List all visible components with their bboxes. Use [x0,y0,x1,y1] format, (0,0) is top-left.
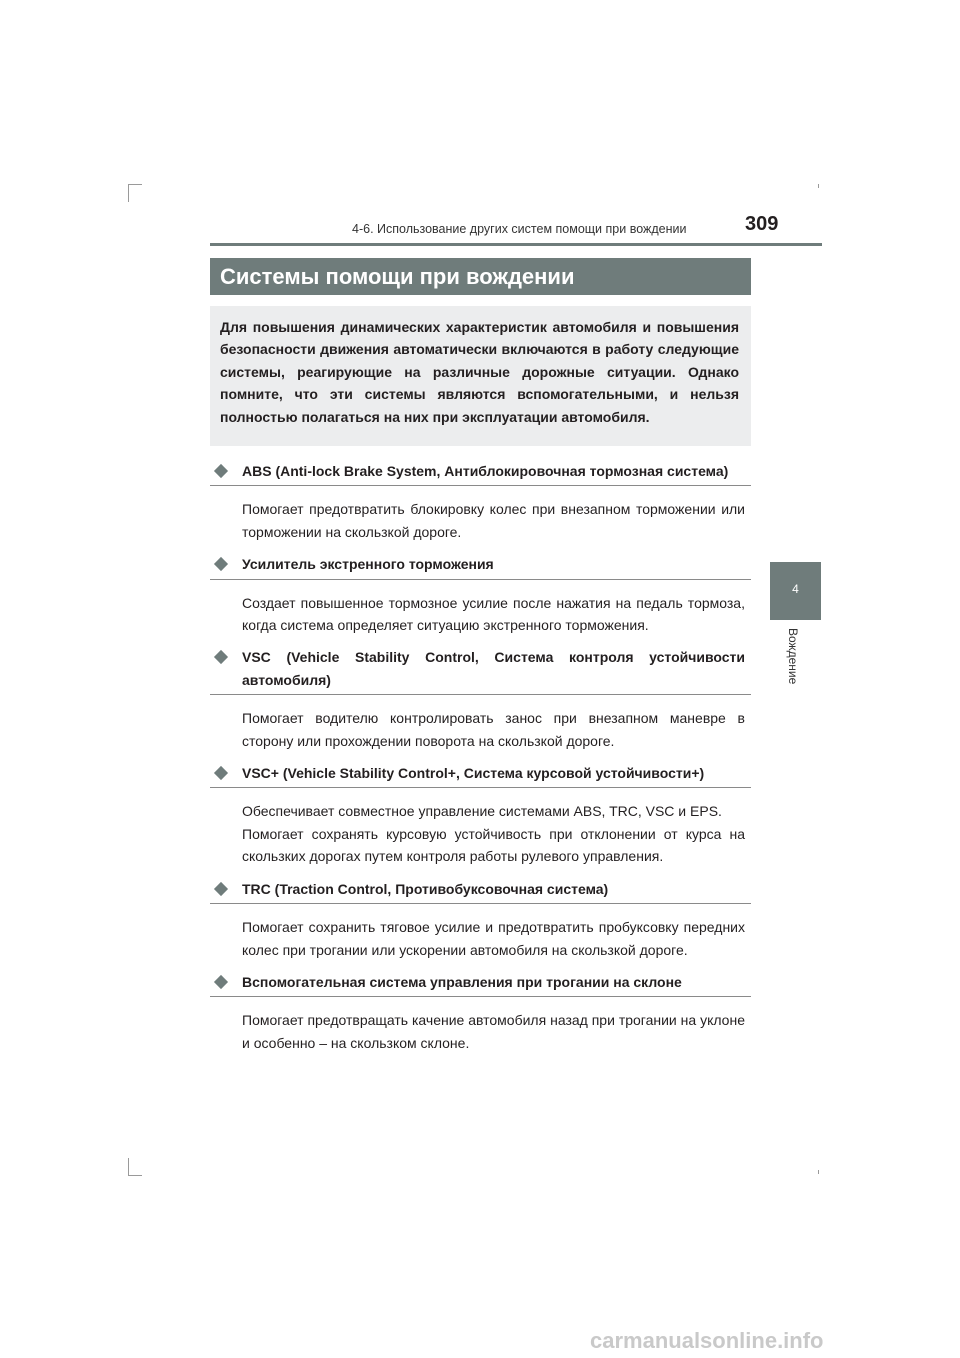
crop-mark-bottom-left-horizontal [128,1175,142,1176]
section-body [242,800,745,867]
section-heading [210,971,751,997]
page-title: Системы помощи при вождении [210,258,751,295]
section-vsc [210,646,751,752]
intro-box [210,306,751,446]
section-body [242,916,745,961]
diamond-bullet-icon [210,971,232,993]
side-tab-number: 4 [792,582,799,596]
section-heading [210,762,751,788]
section-body [242,592,745,637]
chapter-side-tab [770,562,821,620]
section-title: Усилитель экстренного торможения [242,556,494,573]
section-paragraph: Помогает предотвращать качение автомобиля назад при трогании на уклоне и особенно – на скользком склоне. [242,1012,745,1051]
header-rule [210,243,822,246]
side-tab-label: Вождение [786,628,800,685]
section-body [242,707,745,752]
section-abs [210,460,751,543]
section-title: Вспомогательная система управления при трогании на склоне [242,973,682,990]
crop-mark-bottom-right [818,1170,819,1174]
section-hill-start-assist [210,971,751,1054]
chapter-header: 4-6. Использование других систем помощи при вождении [352,222,687,236]
section-body [242,1009,745,1054]
section-body [242,498,745,543]
section-title: VSC (Vehicle Stability Control, Система контроля устойчивости автомобиля) [242,649,745,688]
section-paragraph: Обеспечивает совместное управление системами ABS, TRC, VSC и EPS. [242,803,722,820]
section-brake-assist [210,553,751,636]
section-paragraph: Помогает предотвратить блокировку колес при внезапном торможении или торможении на скользкой дороге. [242,501,745,540]
section-title: VSC+ (Vehicle Stability Control+, Система курсовой устойчивости+) [242,765,705,782]
crop-mark-top-left-vertical [128,184,129,202]
section-title: ABS (Anti-lock Brake System, Антиблокировочная тормозная система) [242,463,729,479]
sections-list [210,460,751,1064]
intro-text: Для повышения динамических характеристик автомобиля и повышения безопасности движения автоматически включаются в работу следующие системы, реагирующие на различные дорожные ситуации. Однако помните, что эти системы являются вспомогательными, и нельзя полностью полагаться на них при эксплуатации автомобиля. [220,319,739,425]
section-paragraph: Помогает сохранять курсовую устойчивость при отклонении от курса на скользких дорогах путем контроля работы рулевого управления. [242,825,745,865]
section-paragraph: Создает повышенное тормозное усилие после нажатия на педаль тормоза, когда система определяет ситуацию экстренного торможения. [242,594,745,634]
section-heading [210,553,751,579]
section-paragraph: Помогает сохранить тяговое усилие и предотвратить пробуксовку передних колес при трогании или ускорении автомобиля на скользкой дороге. [242,919,745,958]
watermark: carmanualsonline.info [590,1328,824,1353]
section-heading [210,646,751,695]
diamond-bullet-icon [210,878,232,900]
crop-mark-top-right [818,184,819,188]
section-vsc-plus [210,762,751,868]
page-number: 309 [745,213,779,235]
diamond-bullet-icon [210,460,232,482]
section-heading [210,878,751,904]
section-trc [210,878,751,961]
diamond-bullet-icon [210,646,232,668]
section-title: TRC (Traction Control, Противобуксовочная система) [242,880,609,897]
diamond-bullet-icon [210,553,232,575]
crop-mark-top-left-horizontal [128,184,142,185]
section-paragraph: Помогает водителю контролировать занос при внезапном маневре в сторону или прохождении поворота на скользкой дороге. [242,710,745,749]
diamond-bullet-icon [210,762,232,784]
crop-mark-bottom-left-vertical [128,1158,129,1176]
section-heading [210,460,751,486]
